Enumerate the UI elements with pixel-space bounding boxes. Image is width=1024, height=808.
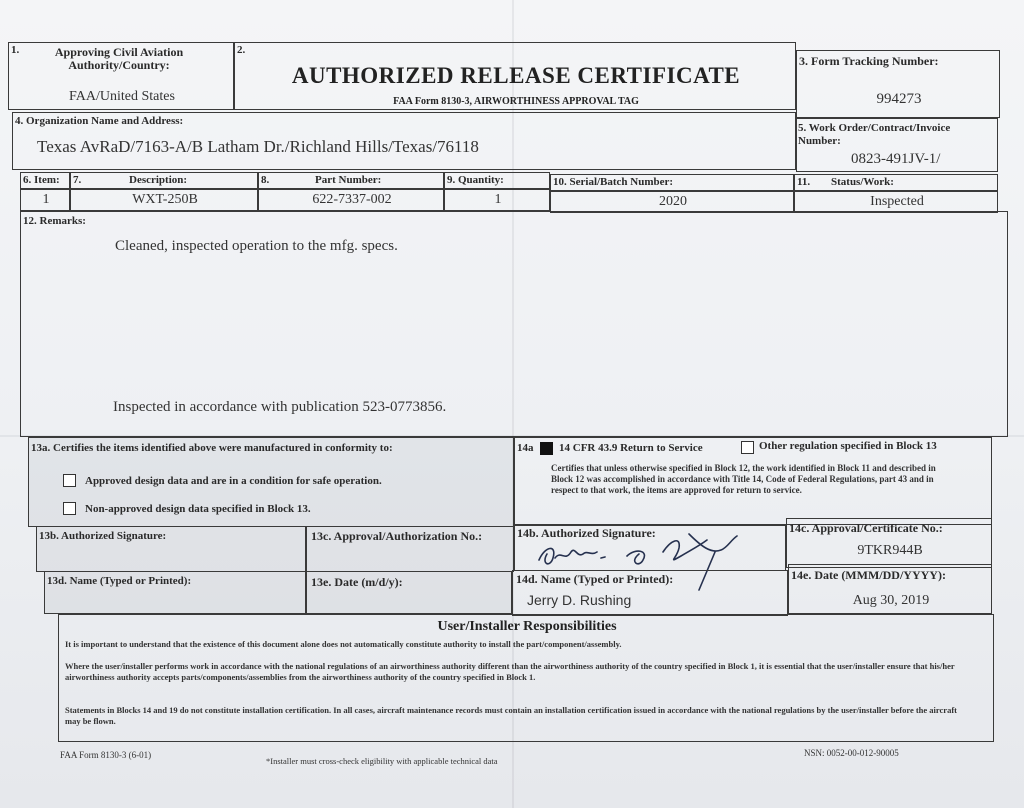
- other-regulation-label: Other regulation specified in Block 13: [759, 440, 937, 452]
- block-12-label: 12. Remarks:: [23, 215, 86, 227]
- work-order-number: 0823-491JV-1/: [851, 151, 941, 167]
- block-1-value: FAA/United States: [69, 89, 175, 104]
- block-1-number: 1.: [11, 44, 20, 56]
- block-13a-label: 13a. Certifies the items identified above were manufactured in conformity to:: [31, 442, 393, 454]
- return-to-service-label: 14 CFR 43.9 Return to Service: [559, 442, 703, 454]
- block-13e-label: 13e. Date (m/d/y):: [311, 575, 403, 589]
- block-3: [796, 50, 1000, 118]
- remarks-line-2: Inspected in accordance with publication 523-0773856.: [113, 399, 447, 415]
- block-9-value-cell: [444, 189, 550, 211]
- status-value: Inspected: [870, 194, 924, 209]
- block-13d: [44, 571, 306, 614]
- certificate-number-value: 9TKR944B: [857, 543, 923, 558]
- block-11-number: 11.: [797, 176, 811, 188]
- block-14c-label: 14c. Approval/Certificate No.:: [789, 521, 943, 535]
- block-4: [12, 112, 796, 170]
- form-title: AUTHORIZED RELEASE CERTIFICATE: [291, 63, 741, 88]
- block-14e-label: 14e. Date (MMM/DD/YYYY):: [791, 568, 946, 582]
- block-9-label: 9. Quantity:: [447, 174, 504, 186]
- non-approved-design-checkbox[interactable]: [63, 502, 76, 515]
- block-1: [8, 42, 234, 110]
- block-4-label: 4. Organization Name and Address:: [15, 115, 184, 127]
- approved-design-checkbox[interactable]: [63, 474, 76, 487]
- block-6-value-cell: [20, 189, 70, 211]
- block-14a-certification-text: Certifies that unless otherwise specified in Block 12, the work identified in Block 11 and described in Block 12 was accomplished in accordance with Title 14, Code of Federal Regulations, part 43 and in respect to that work, the items are approved for return to service.: [551, 463, 936, 495]
- block-14b: [514, 525, 786, 571]
- non-approved-design-label: Non-approved design data specified in Block 13.: [85, 503, 311, 515]
- block-13c: [306, 526, 514, 572]
- block-7-heading: Description:: [129, 174, 188, 186]
- quantity-value: 1: [494, 192, 502, 207]
- block-8-heading: Part Number:: [315, 174, 382, 186]
- block-6-header: [20, 172, 70, 189]
- approved-design-label: Approved design data and are in a condition for safe operation.: [85, 475, 382, 487]
- serial-number-value: 2020: [659, 194, 687, 209]
- user-installer-responsibilities: [58, 614, 994, 742]
- block-13d-label: 13d. Name (Typed or Printed):: [47, 575, 192, 587]
- block-11-heading: Status/Work:: [831, 176, 894, 188]
- block-11-header: [794, 174, 998, 191]
- block-2-number: 2.: [237, 44, 246, 56]
- block-9-header: [444, 172, 550, 189]
- block-8-header: [258, 172, 444, 189]
- block-7-value-cell: [70, 189, 258, 211]
- footer-form-number: FAA Form 8130-3 (6-01): [60, 750, 152, 760]
- responsibilities-paragraph-1: It is important to understand that the existence of this document alone does not automatically constitute authority to install the part/component/assembly.: [65, 639, 622, 649]
- form-subtitle: FAA Form 8130-3, AIRWORTHINESS APPROVAL TAG: [393, 96, 639, 107]
- block-7-number: 7.: [73, 174, 82, 186]
- block-13a: [28, 437, 514, 527]
- block-14d: [512, 570, 788, 616]
- responsibilities-heading: User/Installer Responsibilities: [437, 619, 617, 634]
- return-to-service-checkbox-checked[interactable]: [540, 442, 553, 455]
- block-13c-label: 13c. Approval/Authorization No.:: [311, 529, 483, 543]
- block-10-label: 10. Serial/Batch Number:: [553, 176, 674, 188]
- block-8-value-cell: [258, 189, 444, 211]
- block-10-header: [550, 174, 794, 191]
- block-10-value-cell: [550, 191, 794, 213]
- block-13b: [36, 526, 306, 572]
- block-2: [234, 42, 796, 110]
- block-6-label: 6. Item:: [23, 174, 60, 186]
- block-14e: [788, 564, 992, 614]
- block-14a: [514, 437, 992, 525]
- date-value: Aug 30, 2019: [852, 593, 930, 608]
- responsibilities-paragraph-2: Where the user/installer performs work in accordance with the national regulations of an airworthiness authority different than the airworthiness authority of the country specified in Block 1, it is essential that the user/installer ensure that his/her airworthiness authority accepts parts/components/assemblies from the airworthiness authority of the country specified in Block 1.: [65, 661, 955, 682]
- block-14d-label: 14d. Name (Typed or Printed):: [516, 572, 674, 586]
- block-5-label: 5. Work Order/Contract/Invoice Number:: [798, 122, 951, 147]
- block-7-header: [70, 172, 258, 189]
- block-11-value-cell: [794, 191, 998, 213]
- item-number: 1: [42, 192, 50, 207]
- part-number-value: 622-7337-002: [312, 192, 392, 207]
- remarks-line-1: Cleaned, inspected operation to the mfg. specs.: [115, 238, 398, 254]
- signer-name-value: Jerry D. Rushing: [527, 592, 632, 608]
- organization-address: Texas AvRaD/7163-A/B Latham Dr./Richland Hills/Texas/76118: [37, 137, 479, 156]
- responsibilities-paragraph-3: Statements in Blocks 14 and 19 do not constitute installation certification. In all cases, aircraft maintenance records must contain an installation certification issued in accordance with the national regulations by the user/installer before the aircraft may be flown.: [65, 705, 957, 726]
- footer-nsn: NSN: 0052-00-012-90005: [804, 748, 899, 758]
- footer-installer-note: *Installer must cross-check eligibility with applicable technical data: [266, 756, 498, 766]
- block-3-label: 3. Form Tracking Number:: [799, 54, 939, 68]
- block-14a-label: 14a: [517, 442, 534, 454]
- block-12-remarks: [20, 211, 1008, 437]
- block-8-number: 8.: [261, 174, 270, 186]
- block-1-heading: Approving Civil Aviation Authority/Country:: [54, 45, 184, 72]
- other-regulation-checkbox[interactable]: [741, 441, 754, 454]
- description-value: WXT-250B: [132, 192, 198, 207]
- block-13e: [306, 571, 512, 614]
- form-tracking-number: 994273: [876, 91, 922, 107]
- block-5: [796, 118, 998, 172]
- block-13b-label: 13b. Authorized Signature:: [39, 530, 167, 542]
- block-14b-label: 14b. Authorized Signature:: [517, 526, 656, 540]
- block-14c: [786, 518, 992, 568]
